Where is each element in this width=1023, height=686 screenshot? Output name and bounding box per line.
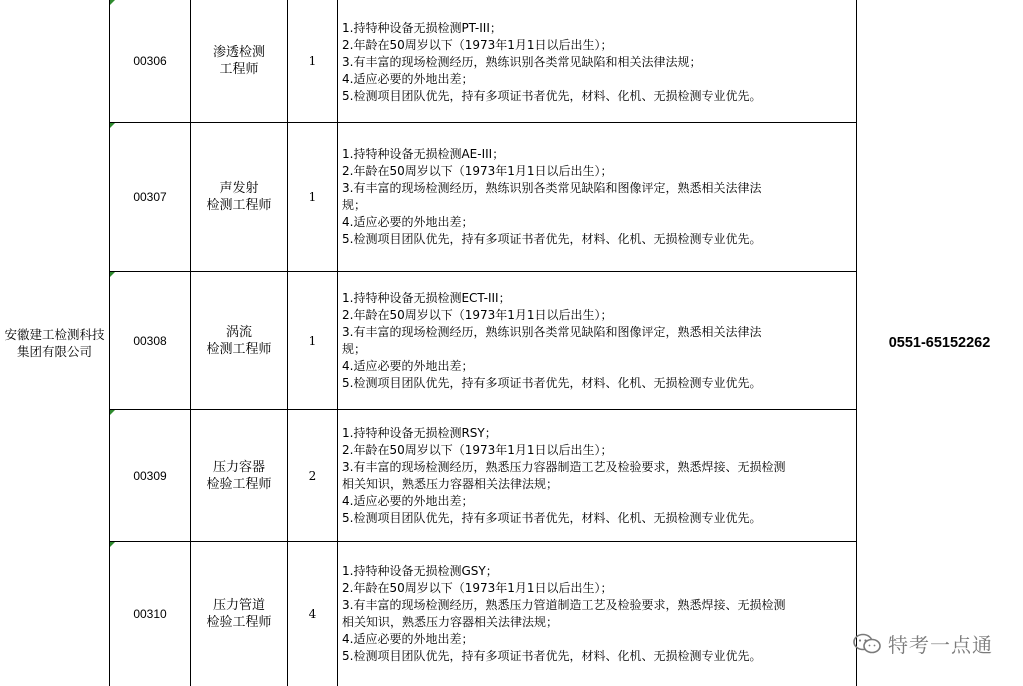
position-code: 00306 bbox=[133, 54, 167, 68]
requirements: 1.持特种设备无损检测RSY； 2.年龄在50周岁以下（1973年1月1日以后出生）； 3.有丰富的现场检测经历，熟悉压力容器制造工艺及检验要求，熟悉焊接、无损检测 相关知识，熟悉压力容器相关法律法规； 4.适应必要的外地出差； 5.检测项目团队优先，持有多项证书者优先，材料、化机、无损检测专业优先。 bbox=[342, 425, 786, 525]
position-title: 压力管道 检验工程师 bbox=[206, 598, 272, 630]
position-title: 涡流 检测工程师 bbox=[206, 324, 272, 357]
position-code: 00310 bbox=[133, 607, 167, 621]
company-name: 安徽建工检测科技集团有限公司 bbox=[4, 327, 105, 359]
headcount: 1 bbox=[308, 54, 317, 68]
requirements: 1.持特种设备无损检测GSY； 2.年龄在50周岁以下（1973年1月1日以后出生）； 3.有丰富的现场检测经历，熟悉压力管道制造工艺及检验要求，熟悉焊接、无损检测 相关知识，熟悉压力容器相关法律法规； 4.适应必要的外地出差； 5.检测项目团队优先，持有多项证书者优先，材料、化机、无损检测专业优先。 bbox=[342, 564, 786, 663]
position-title: 声发射 检测工程师 bbox=[206, 181, 272, 213]
requirements: 1.持特种设备无损检测PT-III； 2.年龄在50周岁以下（1973年1月1日以后出生）； 3.有丰富的现场检测经历，熟练识别各类常见缺陷和相关法律法规； 4.适应必要的外地出差； 5.检测项目团队优先，持有多项证书者优先，材料、化机、无损检测专业优先。 bbox=[342, 20, 762, 103]
wechat-icon bbox=[852, 632, 882, 656]
headcount: 2 bbox=[308, 468, 317, 483]
position-code: 00308 bbox=[133, 333, 167, 348]
position-code: 00309 bbox=[133, 468, 167, 483]
position-title: 渗透检测 工程师 bbox=[212, 45, 265, 77]
headcount: 1 bbox=[308, 333, 317, 348]
requirements: 1.持特种设备无损检测AE-III； 2.年龄在50周岁以下（1973年1月1日以后出生）； 3.有丰富的现场检测经历，熟练识别各类常见缺陷和图像评定，熟悉相关法律法 规； 4.适应必要的外地出差； 5.检测项目团队优先，持有多项证书者优先，材料、化机、无损检测专业优先。 bbox=[342, 147, 762, 246]
contact-phone: 0551-65152262 bbox=[888, 335, 991, 351]
requirements: 1.持特种设备无损检测ECT-III； 2.年龄在50周岁以下（1973年1月1日以后出生）； 3.有丰富的现场检测经历，熟练识别各类常见缺陷和图像评定，熟悉相关法律法 规； 4.适应必要的外地出差； 5.检测项目团队优先，持有多项证书者优先，材料、化机、无损检测专业优先。 bbox=[342, 290, 762, 390]
watermark bbox=[852, 629, 993, 658]
position-code: 00307 bbox=[133, 190, 167, 204]
headcount: 4 bbox=[308, 607, 317, 621]
position-title: 压力容器 检验工程师 bbox=[206, 459, 272, 492]
headcount: 1 bbox=[308, 190, 317, 204]
watermark-text: 特考一点通 bbox=[888, 633, 993, 657]
